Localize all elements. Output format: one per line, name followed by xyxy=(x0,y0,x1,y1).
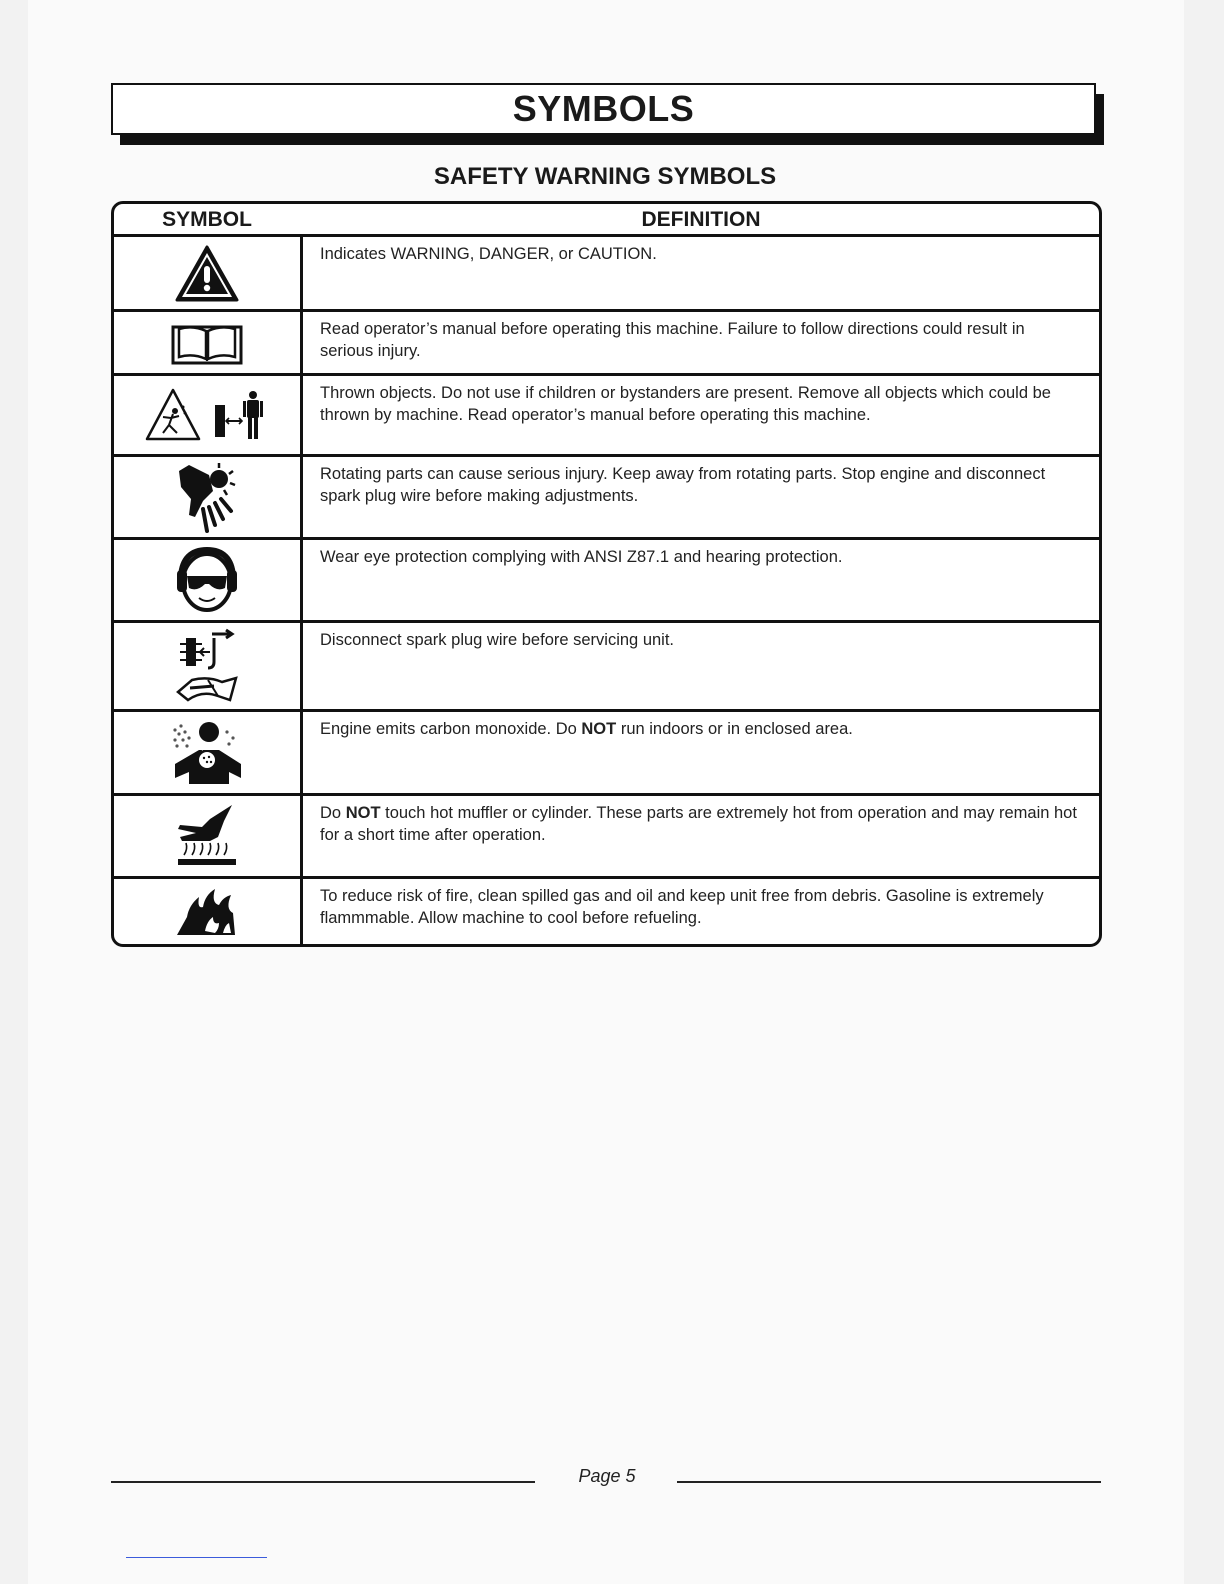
table-row xyxy=(114,457,1099,537)
definition-text: Thrown objects. Do not use if children or bystanders are present. Remove all objects which could be thrown by machine. Read operator’s manual before operating this machine. xyxy=(320,384,1051,424)
definition-text: To reduce risk of fire, clean spilled gas and oil and keep unit free from debris. Gasoline is extremely flammmable. Allow machine to cool before refueling. xyxy=(320,887,1044,927)
definition-text: Disconnect spark plug wire before servicing unit. xyxy=(320,631,675,649)
carbon-monoxide-icon xyxy=(114,712,300,792)
table-row xyxy=(114,796,1099,876)
bottom-link-underline[interactable] xyxy=(126,1557,267,1558)
column-header-definition: DEFINITION xyxy=(641,207,761,231)
table-row xyxy=(114,376,1099,454)
table-row xyxy=(114,312,1099,375)
hot-surface-icon xyxy=(114,796,300,876)
column-header-symbol: SYMBOL xyxy=(162,207,252,231)
fire-hazard-icon xyxy=(114,879,300,944)
definition-text: Wear eye protection complying with ANSI Z87.1 and hearing protection. xyxy=(320,548,843,566)
disconnect-spark-plug-icon xyxy=(114,623,300,709)
rotating-parts-hand-icon xyxy=(114,457,300,537)
eye-hearing-protection-icon xyxy=(114,540,300,620)
definition-text: Read operator’s manual before operating this machine. Failure to follow directions could result in serious injury. xyxy=(320,320,1025,360)
symbols-table xyxy=(111,201,1102,947)
operators-manual-icon xyxy=(114,312,300,375)
warning-triangle-icon xyxy=(114,237,300,311)
page-number: Page 5 xyxy=(578,1466,636,1486)
table-row xyxy=(114,237,1099,311)
table-row xyxy=(114,879,1099,944)
table-row xyxy=(114,712,1099,792)
definition-text: Engine emits carbon monoxide. Do NOT run indoors or in enclosed area. xyxy=(320,720,853,738)
title-banner xyxy=(111,83,1096,135)
page-title: SYMBOLS xyxy=(512,88,695,129)
thrown-objects-icon xyxy=(114,376,300,454)
table-row xyxy=(114,540,1099,620)
definition-text: Rotating parts can cause serious injury. Keep away from rotating parts. Stop engine and disconnect spark plug wire before making adjustments. xyxy=(320,465,1046,505)
definition-text: Do NOT touch hot muffler or cylinder. These parts are extremely hot from operation and may remain hot for a short time after operation. xyxy=(320,804,1077,844)
table-row xyxy=(114,623,1099,709)
page-margin-left xyxy=(0,0,28,1584)
page-margin-right xyxy=(1184,0,1224,1584)
section-heading: SAFETY WARNING SYMBOLS xyxy=(433,163,777,190)
definition-text: Indicates WARNING, DANGER, or CAUTION. xyxy=(320,245,657,263)
footer-rule-right xyxy=(677,1481,1101,1483)
footer-rule-left xyxy=(111,1481,535,1483)
